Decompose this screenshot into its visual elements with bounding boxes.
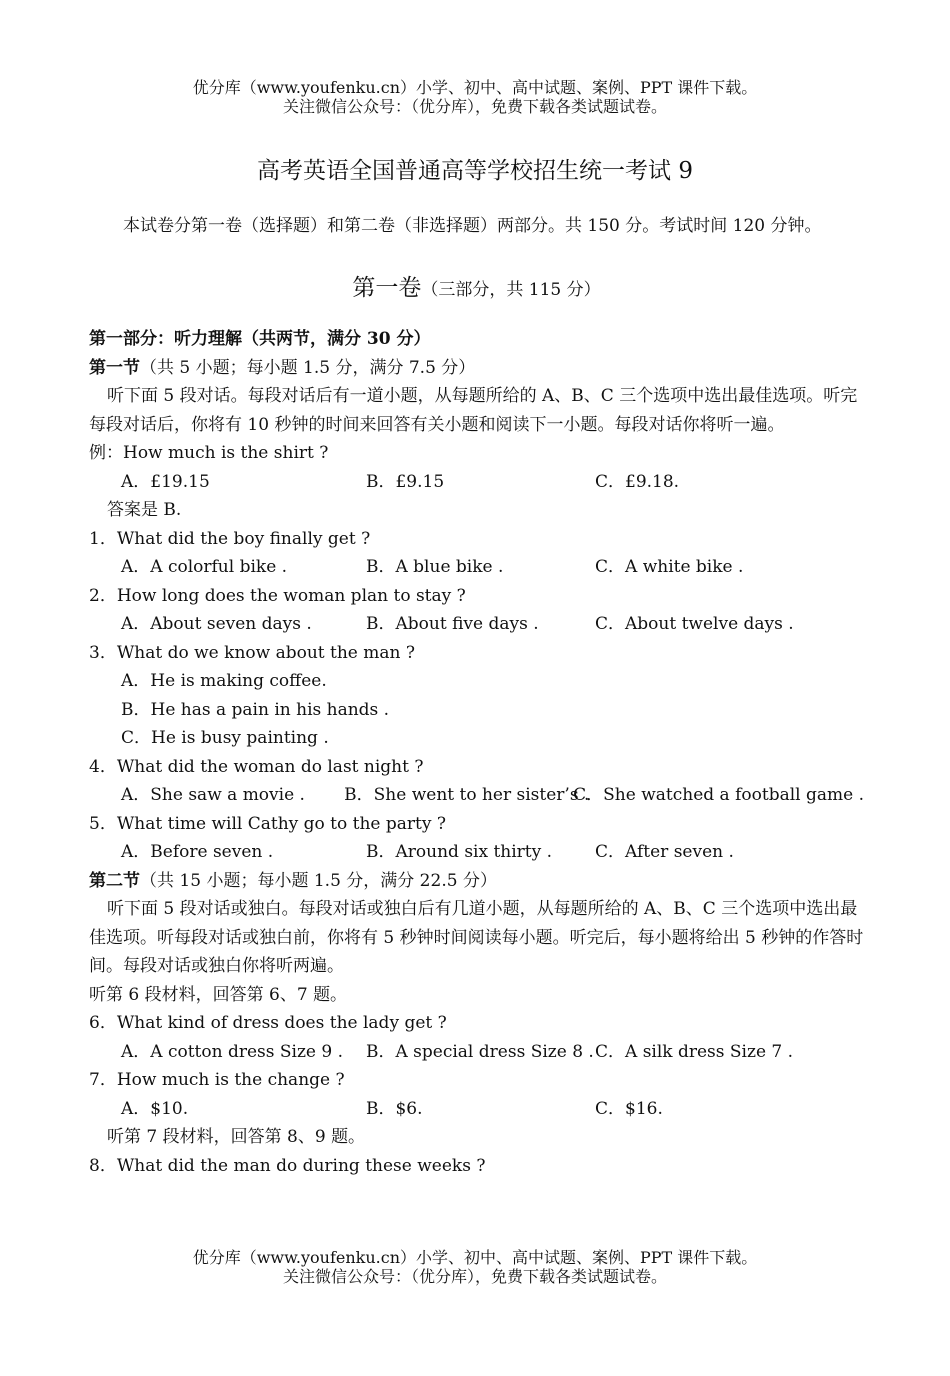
material-6-note: 听第 6 段材料，回答第 6、7 题。: [89, 984, 348, 1005]
question-1-options: [89, 553, 864, 582]
section2-heading: [89, 867, 864, 896]
header-line-1: 优分库（www.youfenku.cn）小学、初中、高中试题、案例、PPT 课件下载。: [192, 78, 758, 97]
option-c: C．She watched a football game .: [573, 785, 864, 805]
section2-instruction: 听下面 5 段对话或独白。每段对话或独白后有几道小题，从每题所给的 A、B、C 三个选项中选出最佳选项。听每段对话或独白前，你将有 5 秒钟时间阅读每小题。听完后，每小题将给出 5 秒钟的作答时间。每段对话或独白你将听两遍。: [89, 899, 864, 976]
exam-intro: 本试卷分第一卷（选择题）和第二卷（非选择题）两部分。共 150 分。考试时间 120 分钟。: [123, 216, 822, 236]
question-8-stem: 8．What did the man do during these weeks ?: [89, 1155, 486, 1176]
option-b: B．She went to her sister’s .: [344, 785, 590, 805]
option-b: B．Around six thirty .: [366, 842, 553, 862]
exam-title: 高考英语全国普通高等学校招生统一考试 9: [257, 158, 693, 184]
option-a: A．A cotton dress Size 9 .: [121, 1041, 344, 1062]
header-line-2: 关注微信公众号：（优分库），免费下载各类试题试卷。: [282, 97, 667, 116]
question-4-stem: 4．What did the woman do last night ?: [89, 756, 424, 777]
option-a: A．She saw a movie .: [121, 785, 305, 805]
volume-sub: （三部分，共 115 分）: [421, 280, 601, 300]
option-b: B．About five days .: [366, 614, 539, 634]
section1-instruction: 听下面 5 段对话。每段对话后有一道小题，从每题所给的 A、B、C 三个选项中选出最佳选项。听完每段对话后，你将有 10 秒钟的时间来回答有关小题和阅读下一小题。每段对话你将听一遍。: [89, 386, 858, 435]
option-a: A．About seven days .: [121, 614, 312, 634]
section2-title: 第二节: [89, 870, 140, 891]
question-5-stem: 5．What time will Cathy go to the party ?: [89, 813, 446, 834]
question-7-options: [89, 1095, 864, 1124]
question-2-stem: 2．How long does the woman plan to stay ?: [89, 585, 466, 606]
volume-heading: [89, 273, 864, 305]
option-b: B．A special dress Size 8 .: [366, 1041, 594, 1062]
option-b: B．He has a pain in his hands .: [121, 699, 390, 720]
page-footer: [0, 1248, 950, 1286]
example-answer: 答案是 B.: [107, 500, 182, 520]
question-2-options: [89, 610, 864, 639]
question-6-options: [89, 1038, 864, 1067]
exam-body: [89, 212, 864, 1180]
option-c: C．After seven .: [595, 842, 734, 862]
option-c: C．$16.: [595, 1098, 663, 1119]
option-c: C．A silk dress Size 7 .: [595, 1041, 794, 1062]
part1-heading: 第一部分：听力理解（共两节，满分 30 分）: [89, 329, 431, 349]
option-c: C．A white bike .: [595, 557, 744, 577]
option-b: B．$6.: [366, 1098, 423, 1119]
option-a: A．A colorful bike .: [121, 557, 288, 577]
option-b: B．£9.15: [366, 471, 445, 492]
section1-heading: [89, 354, 864, 383]
footer-line-2: 关注微信公众号：（优分库），免费下载各类试题试卷。: [282, 1267, 667, 1286]
question-7-stem: 7．How much is the change ?: [89, 1070, 345, 1090]
option-a: A．$10.: [121, 1098, 189, 1119]
section2-meta: （共 15 小题；每小题 1.5 分，满分 22.5 分）: [140, 870, 497, 891]
option-a: A．He is making coffee.: [121, 671, 327, 691]
example-options: [89, 468, 864, 497]
example-question: 例：How much is the shirt ?: [89, 443, 329, 463]
question-5-options: [89, 838, 864, 867]
volume-name: 第一卷: [352, 275, 422, 301]
option-c: C．He is busy painting .: [121, 728, 329, 748]
option-b: B．A blue bike .: [366, 557, 504, 577]
footer-line-1: 优分库（www.youfenku.cn）小学、初中、高中试题、案例、PPT 课件下载。: [192, 1248, 758, 1267]
question-4-options: [89, 781, 864, 810]
question-3-stem: 3．What do we know about the man ?: [89, 642, 415, 663]
section1-title: 第一节: [89, 357, 140, 378]
page-header: [0, 78, 950, 116]
material-7-note: 听第 7 段材料，回答第 8、9 题。: [107, 1127, 366, 1147]
option-c: C．About twelve days .: [595, 614, 794, 634]
section1-meta: （共 5 小题；每小题 1.5 分，满分 7.5 分）: [140, 357, 476, 378]
question-6-stem: 6．What kind of dress does the lady get ?: [89, 1013, 447, 1033]
option-c: C．£9.18.: [595, 471, 680, 492]
option-a: A．Before seven .: [121, 842, 274, 862]
option-a: A．£19.15: [121, 471, 210, 492]
question-1-stem: 1．What did the boy finally get ?: [89, 528, 371, 549]
